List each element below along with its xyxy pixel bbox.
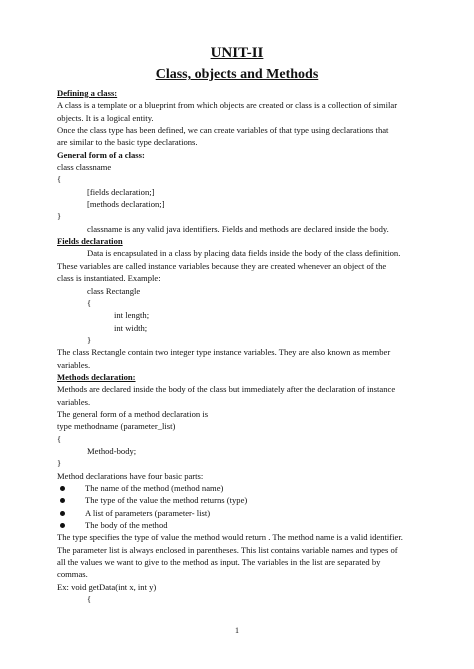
code-line: class classname xyxy=(57,162,112,173)
code-line: [methods declaration;] xyxy=(87,199,165,210)
paragraph-line: Method declarations have four basic parts: xyxy=(57,470,204,481)
paragraph-line: The general form of a method declaration is xyxy=(57,408,209,419)
code-line: { xyxy=(87,594,92,605)
paragraph-line: are similar to the basic type declarations. xyxy=(57,137,198,148)
list-item-text: The type of the value the method returns (type) xyxy=(85,495,248,506)
bullet-icon xyxy=(60,486,65,491)
code-line: { xyxy=(87,297,92,308)
paragraph-line: variables. xyxy=(57,396,91,407)
code-line: { xyxy=(57,174,62,185)
bullet-icon xyxy=(60,511,65,516)
code-line: } xyxy=(57,458,62,469)
paragraph-line: objects. It is a logical entity. xyxy=(57,112,154,123)
paragraph-line: variables. xyxy=(57,359,91,370)
paragraph-line: The parameter list is always enclosed in parentheses. This list contains variable names and types of xyxy=(57,544,398,555)
section-heading-methods-declaration: Methods declaration: xyxy=(57,371,136,382)
code-line: int width; xyxy=(114,322,148,333)
code-line: } xyxy=(87,334,92,345)
paragraph-line: class is instantiated. Example: xyxy=(57,273,161,284)
code-line: int length; xyxy=(114,310,150,321)
paragraph-line: A class is a template or a blueprint from which objects are created or class is a collection of similar xyxy=(57,100,398,111)
list-item-text: The name of the method (method name) xyxy=(85,483,224,493)
paragraph-line: all the values we want to give to the method as input. The variables in the list are separated by xyxy=(57,557,381,568)
code-line: class Rectangle xyxy=(87,285,141,296)
bullet-icon xyxy=(60,523,65,528)
list-item-text: A list of parameters (parameter- list) xyxy=(85,507,211,518)
list-item-text: The body of the method xyxy=(85,520,168,531)
list-item xyxy=(57,494,437,506)
code-line: } xyxy=(57,211,62,222)
section-heading-defining-class: Defining a class: xyxy=(57,88,118,98)
section-heading-general-form: General form of a class: xyxy=(57,149,145,160)
paragraph-line: classname is any valid java identifiers. Fields and methods are declared inside the body. xyxy=(87,223,389,234)
section-heading-fields-declaration: Fields declaration xyxy=(57,236,123,247)
list-item xyxy=(57,507,437,519)
page-number: 1 xyxy=(235,626,239,635)
page-title: Class, objects and Methods xyxy=(155,67,319,82)
bullet-icon xyxy=(60,498,65,503)
paragraph-line: Methods are declared inside the body of the class but immediately after the declaration of instance xyxy=(57,384,396,395)
unit-heading: UNIT-II xyxy=(210,45,264,61)
code-line: Ex: void getData(int x, int y) xyxy=(57,581,157,592)
list-item xyxy=(57,519,437,531)
code-line: { xyxy=(57,433,62,444)
code-line: type methodname (parameter_list) xyxy=(57,421,176,432)
paragraph-line: Once the class type has been defined, we can create variables of that type using declarations that xyxy=(57,125,389,136)
document-body xyxy=(57,87,437,605)
paragraph-line: These variables are called instance variables because they are created whenever an object of the xyxy=(57,260,387,271)
paragraph-line: Data is encapsulated in a class by placing data fields inside the body of the class definition. xyxy=(87,248,401,259)
paragraph-line: commas. xyxy=(57,569,88,580)
paragraph-line: The type specifies the type of value the method would return . The method name is a valid identifier. xyxy=(57,532,403,543)
code-line: Method-body; xyxy=(87,445,137,456)
paragraph-line: The class Rectangle contain two integer type instance variables. They are also known as member xyxy=(57,347,391,358)
list-item xyxy=(57,482,437,494)
code-line: [fields declaration;] xyxy=(87,186,155,197)
